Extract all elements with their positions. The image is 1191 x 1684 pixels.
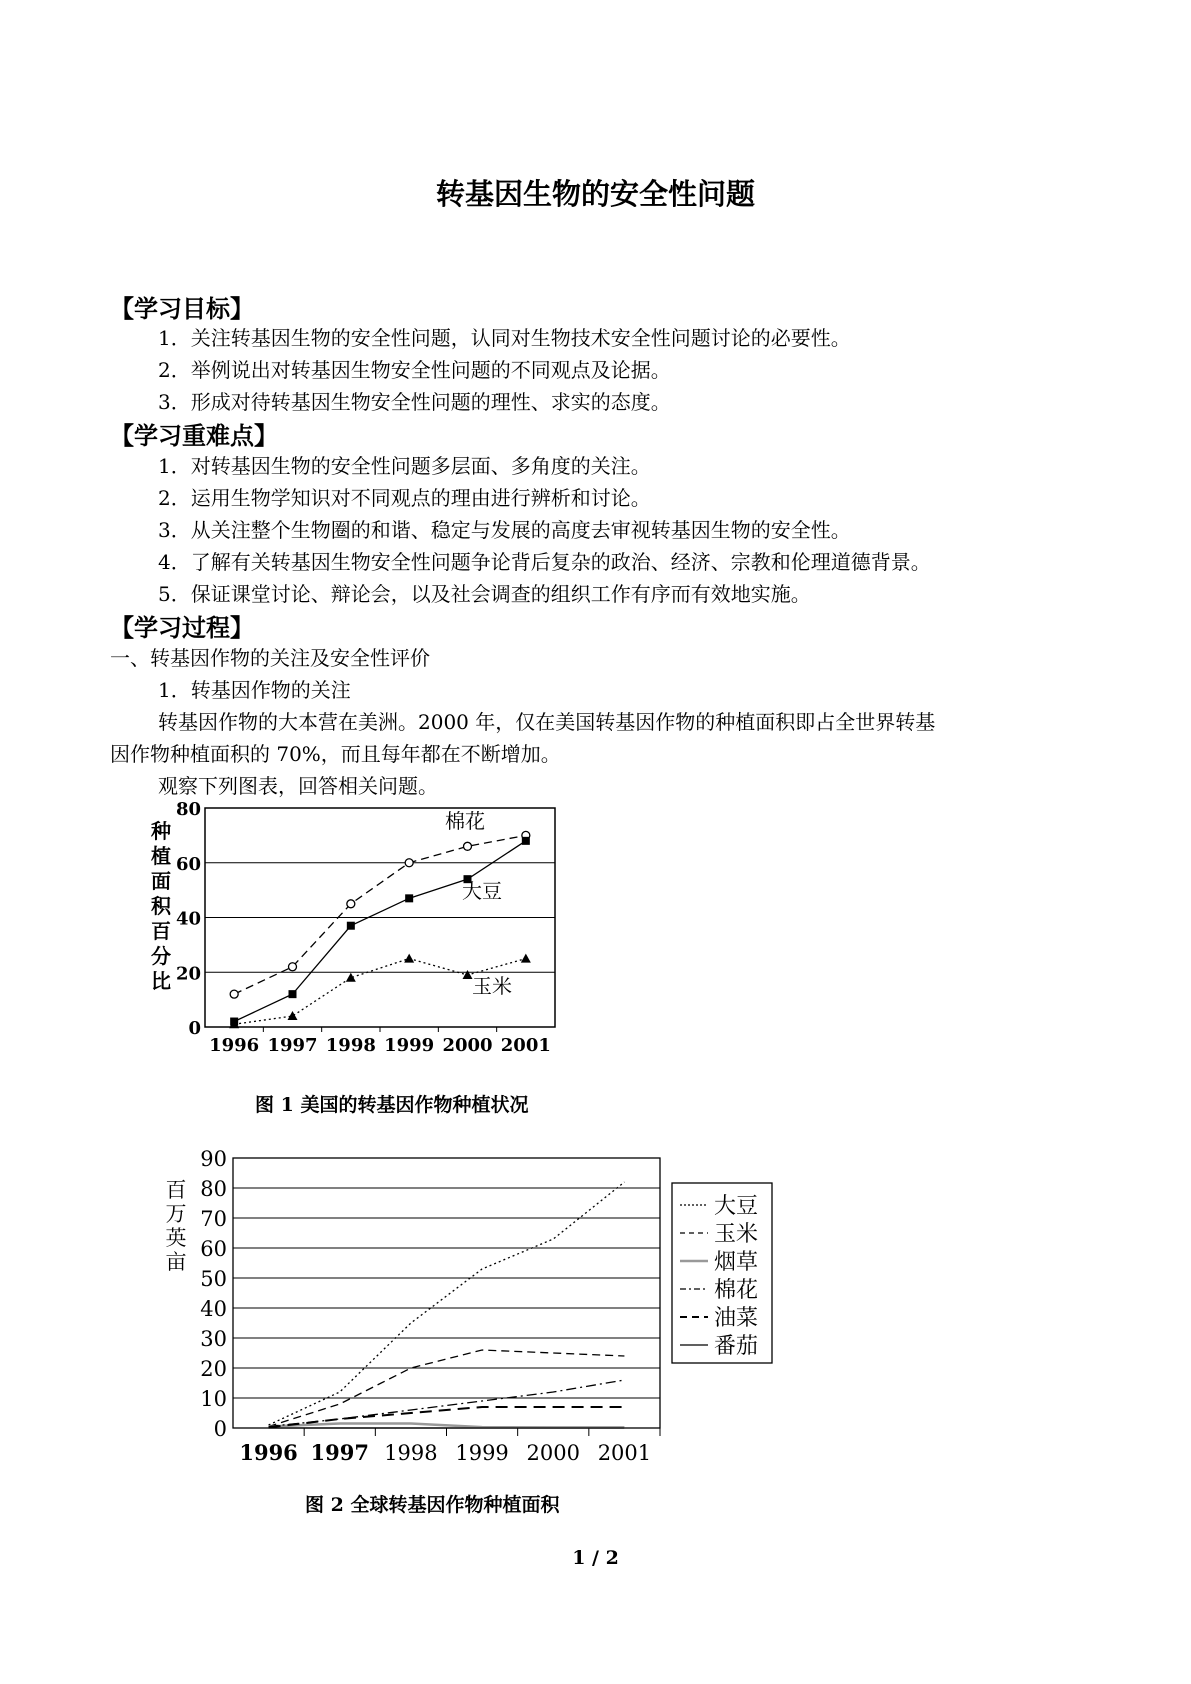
series-label: 玉米 [472, 974, 512, 998]
section-heading: 一、转基因作物的关注及安全性评价 [110, 646, 430, 670]
y-tick-label: 50 [200, 1267, 227, 1291]
y-axis-label: 种 [151, 819, 171, 843]
y-tick-label: 30 [200, 1327, 227, 1351]
keypoint-item: 4．了解有关转基因生物安全性问题争论背后复杂的政治、经济、宗教和伦理道德背景。 [158, 550, 931, 574]
data-point [405, 894, 413, 902]
data-point [404, 954, 414, 963]
x-tick-label: 1998 [325, 1035, 376, 1056]
series-line-玉米 [269, 1350, 625, 1427]
figure-2-caption: 图 2 全球转基因作物种植面积 [305, 1494, 560, 1516]
data-point [289, 990, 297, 998]
keypoint-item: 5．保证课堂讨论、辩论会，以及社会调查的组织工作有序而有效地实施。 [158, 582, 811, 606]
legend-label: 烟草 [714, 1250, 759, 1275]
keypoint-item: 3．从关注整个生物圈的和谐、稳定与发展的高度去审视转基因生物的安全性。 [158, 518, 851, 542]
x-tick-label: 1999 [455, 1441, 509, 1465]
y-axis-label: 分 [151, 944, 171, 968]
y-tick-label: 70 [200, 1207, 227, 1231]
data-point [288, 1011, 298, 1020]
chart-global-gm-area [150, 1145, 790, 1470]
paragraph-line: 观察下列图表，回答相关问题。 [158, 774, 438, 798]
y-tick-label: 20 [200, 1357, 227, 1381]
x-tick-label: 2000 [526, 1441, 580, 1465]
data-point [405, 859, 413, 867]
legend-label: 棉花 [714, 1278, 759, 1303]
page-title: 转基因生物的安全性问题 [435, 177, 755, 211]
y-axis-label: 植 [151, 844, 171, 868]
data-point [522, 837, 530, 845]
y-axis-label: 比 [151, 969, 171, 993]
legend-label: 番茄 [714, 1334, 759, 1359]
goal-item: 2．举例说出对转基因生物安全性问题的不同观点及论据。 [158, 358, 671, 382]
data-point [230, 990, 238, 998]
data-point [521, 954, 531, 963]
page-number: 1 / 2 [572, 1547, 619, 1569]
y-tick-label: 60 [200, 1237, 227, 1261]
y-tick-label: 20 [175, 963, 201, 985]
keypoint-item: 2．运用生物学知识对不同观点的理由进行辨析和讨论。 [158, 486, 651, 510]
x-tick-label: 2001 [597, 1441, 652, 1465]
data-point [347, 900, 355, 908]
legend-label: 玉米 [714, 1222, 759, 1247]
y-tick-label: 40 [200, 1297, 227, 1321]
data-point [346, 973, 356, 982]
x-tick-label: 2000 [442, 1035, 493, 1056]
series-line-棉花 [269, 1380, 625, 1427]
series-label: 大豆 [462, 879, 502, 903]
chart-us-gm-crops [150, 800, 610, 1090]
x-tick-label: 2001 [500, 1035, 551, 1056]
series-line-烟草 [269, 1424, 625, 1428]
x-tick-label: 1997 [310, 1440, 369, 1465]
figure-1-caption: 图 1 美国的转基因作物种植状况 [255, 1094, 529, 1116]
goal-item: 3．形成对待转基因生物安全性问题的理性、求实的态度。 [158, 390, 671, 414]
data-point [464, 842, 472, 850]
y-tick-label: 80 [200, 1177, 227, 1201]
goal-item: 1．关注转基因生物的安全性问题，认同对生物技术安全性问题讨论的必要性。 [158, 326, 851, 350]
y-axis-label: 英 [165, 1226, 187, 1250]
y-axis-label: 积 [151, 894, 171, 918]
data-point [289, 963, 297, 971]
paragraph-line: 转基因作物的大本营在美洲。2000 年，仅在美国转基因作物的种植面积即占全世界转基 [158, 710, 936, 734]
paragraph-line: 因作物种植面积的 70%，而且每年都在不断增加。 [110, 742, 561, 766]
plot-frame [233, 1158, 660, 1428]
y-tick-label: 0 [213, 1417, 227, 1441]
legend-label: 油菜 [714, 1306, 759, 1331]
legend-label: 大豆 [714, 1194, 759, 1219]
y-tick-label: 10 [200, 1387, 227, 1411]
y-tick-label: 40 [175, 908, 201, 930]
keypoints-heading: 【学习重难点】 [110, 422, 278, 450]
keypoint-item: 1．对转基因生物的安全性问题多层面、多角度的关注。 [158, 454, 651, 478]
y-tick-label: 90 [200, 1147, 227, 1171]
y-axis-label: 百 [165, 1178, 187, 1202]
y-tick-label: 60 [175, 853, 201, 875]
data-point [463, 970, 473, 979]
series-label: 棉花 [445, 809, 485, 833]
x-tick-label: 1997 [267, 1035, 318, 1056]
subsection-heading: 1．转基因作物的关注 [158, 678, 351, 702]
x-tick-label: 1996 [239, 1440, 298, 1465]
x-tick-label: 1999 [384, 1035, 435, 1056]
y-axis-label: 面 [151, 869, 171, 893]
y-axis-label: 百 [151, 919, 171, 943]
y-axis-label: 亩 [165, 1250, 187, 1274]
y-tick-label: 80 [175, 800, 201, 820]
process-heading: 【学习过程】 [110, 614, 254, 642]
y-axis-label: 万 [165, 1202, 187, 1226]
goals-heading: 【学习目标】 [110, 295, 254, 323]
x-tick-label: 1998 [384, 1441, 438, 1465]
y-tick-label: 0 [188, 1018, 201, 1039]
data-point [347, 922, 355, 930]
x-tick-label: 1996 [209, 1035, 260, 1056]
